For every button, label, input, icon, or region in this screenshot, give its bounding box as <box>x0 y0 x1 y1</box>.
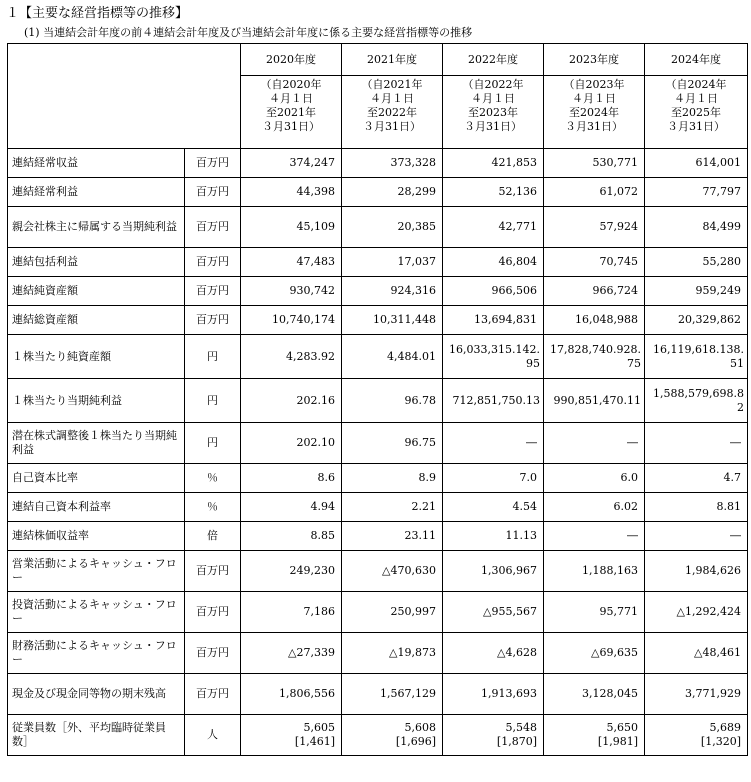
value-cell: △19,873 <box>342 633 443 674</box>
period-header <box>342 76 443 149</box>
value-cell: △69,635 <box>544 633 645 674</box>
table-row <box>8 423 748 464</box>
value-cell: 6.0 <box>544 464 645 493</box>
value-cell: 16,033,315.142.95 <box>443 335 544 379</box>
value-cell: 47,483 <box>241 248 342 277</box>
row-label: 営業活動によるキャッシュ・フロー <box>8 551 185 592</box>
value-cell: 61,072 <box>544 178 645 207</box>
value-cell: 3,771,929 <box>645 674 748 715</box>
value-cell: 13,694,831 <box>443 306 544 335</box>
value-cell: △1,292,424 <box>645 592 748 633</box>
value-cell: 5,608 [1,696] <box>342 715 443 756</box>
period-header <box>443 76 544 149</box>
value-cell: 4,283.92 <box>241 335 342 379</box>
period-line: （自2021年 <box>361 78 423 91</box>
value-cell: 374,247 <box>241 149 342 178</box>
table-row <box>8 277 748 306</box>
value-cell: ― <box>544 423 645 464</box>
table-row <box>8 551 748 592</box>
value-cell: 20,385 <box>342 207 443 248</box>
row-unit: ％ <box>185 493 241 522</box>
period-header <box>544 76 645 149</box>
row-unit: 円 <box>185 335 241 379</box>
period-line: 至2022年 <box>367 106 417 119</box>
table-row <box>8 493 748 522</box>
value-cell: 966,724 <box>544 277 645 306</box>
value-cell: 20,329,862 <box>645 306 748 335</box>
row-unit: 百万円 <box>185 592 241 633</box>
year-header: 2020年度 <box>241 44 342 76</box>
value-cell: 250,997 <box>342 592 443 633</box>
row-label: １株当たり純資産額 <box>8 335 185 379</box>
value-cell: 5,605 [1,461] <box>241 715 342 756</box>
value-cell: 17,828,740.928.75 <box>544 335 645 379</box>
table-row <box>8 522 748 551</box>
header-blank-cell <box>8 44 241 149</box>
table-row <box>8 633 748 674</box>
value-cell: 16,048,988 <box>544 306 645 335</box>
period-line: ４月１日 <box>572 92 616 105</box>
year-header-row <box>8 44 748 76</box>
value-cell: 202.16 <box>241 379 342 423</box>
value-cell: 11.13 <box>443 522 544 551</box>
row-unit: 百万円 <box>185 178 241 207</box>
row-label: 潜在株式調整後１株当たり当期純利益 <box>8 423 185 464</box>
value-cell: 1,188,163 <box>544 551 645 592</box>
value-cell: 3,128,045 <box>544 674 645 715</box>
value-cell: 55,280 <box>645 248 748 277</box>
value-cell: 421,853 <box>443 149 544 178</box>
value-cell: 57,924 <box>544 207 645 248</box>
value-cell: ― <box>645 423 748 464</box>
value-cell: 4.94 <box>241 493 342 522</box>
value-cell: 70,745 <box>544 248 645 277</box>
value-cell: 8.81 <box>645 493 748 522</box>
value-cell: 17,037 <box>342 248 443 277</box>
row-unit: 円 <box>185 423 241 464</box>
value-cell: 1,806,556 <box>241 674 342 715</box>
value-cell: 930,742 <box>241 277 342 306</box>
table-row <box>8 674 748 715</box>
value-cell: 1,984,626 <box>645 551 748 592</box>
period-line: ４月１日 <box>370 92 414 105</box>
value-cell: 4,484.01 <box>342 335 443 379</box>
value-cell: 712,851,750.13 <box>443 379 544 423</box>
row-label: 自己資本比率 <box>8 464 185 493</box>
value-cell: 95,771 <box>544 592 645 633</box>
row-label: 投資活動によるキャッシュ・フロー <box>8 592 185 633</box>
value-cell: 7,186 <box>241 592 342 633</box>
financial-indicators-table <box>7 43 748 756</box>
value-cell: 10,311,448 <box>342 306 443 335</box>
year-header: 2022年度 <box>443 44 544 76</box>
row-label: 連結経常収益 <box>8 149 185 178</box>
row-label: 連結経常利益 <box>8 178 185 207</box>
row-label: １株当たり当期純利益 <box>8 379 185 423</box>
row-label: 連結株価収益率 <box>8 522 185 551</box>
value-cell: 5,689 [1,320] <box>645 715 748 756</box>
row-unit: 円 <box>185 379 241 423</box>
row-label: 財務活動によるキャッシュ・フロー <box>8 633 185 674</box>
value-cell: ― <box>443 423 544 464</box>
value-cell: 16,119,618.138.51 <box>645 335 748 379</box>
value-cell: 4.54 <box>443 493 544 522</box>
row-unit: 百万円 <box>185 306 241 335</box>
period-line: ４月１日 <box>471 92 515 105</box>
row-unit: 百万円 <box>185 248 241 277</box>
value-cell: △955,567 <box>443 592 544 633</box>
value-cell: 52,136 <box>443 178 544 207</box>
value-cell: ― <box>544 522 645 551</box>
row-label: 連結自己資本利益率 <box>8 493 185 522</box>
table-row <box>8 335 748 379</box>
row-label: 連結純資産額 <box>8 277 185 306</box>
value-cell: 530,771 <box>544 149 645 178</box>
period-line: ３月31日） <box>565 120 623 133</box>
period-line: 至2025年 <box>671 106 721 119</box>
value-cell: 84,499 <box>645 207 748 248</box>
row-label: 親会社株主に帰属する当期純利益 <box>8 207 185 248</box>
period-line: 至2021年 <box>266 106 316 119</box>
value-cell: 202.10 <box>241 423 342 464</box>
period-line: （自2020年 <box>260 78 322 91</box>
row-unit: 倍 <box>185 522 241 551</box>
table-row <box>8 149 748 178</box>
row-unit: 人 <box>185 715 241 756</box>
value-cell: 1,306,967 <box>443 551 544 592</box>
row-unit: ％ <box>185 464 241 493</box>
table-row <box>8 207 748 248</box>
year-header: 2023年度 <box>544 44 645 76</box>
section-heading: １【主要な経営指標等の推移】 <box>6 6 189 21</box>
table-row <box>8 715 748 756</box>
period-line: 至2024年 <box>569 106 619 119</box>
value-cell: 5,548 [1,870] <box>443 715 544 756</box>
value-cell: 28,299 <box>342 178 443 207</box>
period-line: ４月１日 <box>674 92 718 105</box>
row-unit: 百万円 <box>185 149 241 178</box>
value-cell: 924,316 <box>342 277 443 306</box>
value-cell: 42,771 <box>443 207 544 248</box>
table-row <box>8 248 748 277</box>
value-cell: 1,913,693 <box>443 674 544 715</box>
period-line: ３月31日） <box>262 120 320 133</box>
value-cell: 45,109 <box>241 207 342 248</box>
value-cell: 4.7 <box>645 464 748 493</box>
row-label: 従業員数［外、平均臨時従業員数］ <box>8 715 185 756</box>
table-row <box>8 178 748 207</box>
period-header <box>645 76 748 149</box>
table-row <box>8 464 748 493</box>
period-line: （自2024年 <box>665 78 727 91</box>
table-row <box>8 379 748 423</box>
period-line: （自2022年 <box>462 78 524 91</box>
value-cell: 23.11 <box>342 522 443 551</box>
value-cell: 2.21 <box>342 493 443 522</box>
period-line: 至2023年 <box>468 106 518 119</box>
value-cell: 8.9 <box>342 464 443 493</box>
value-cell: 46,804 <box>443 248 544 277</box>
row-unit: 百万円 <box>185 207 241 248</box>
period-line: ３月31日） <box>464 120 522 133</box>
period-line: ３月31日） <box>667 120 725 133</box>
table-row <box>8 306 748 335</box>
value-cell: 8.85 <box>241 522 342 551</box>
period-line: （自2023年 <box>563 78 625 91</box>
value-cell: 77,797 <box>645 178 748 207</box>
value-cell: 10,740,174 <box>241 306 342 335</box>
value-cell: 6.02 <box>544 493 645 522</box>
value-cell: △4,628 <box>443 633 544 674</box>
row-unit: 百万円 <box>185 551 241 592</box>
value-cell: ― <box>645 522 748 551</box>
period-line: ３月31日） <box>363 120 421 133</box>
row-label: 連結包括利益 <box>8 248 185 277</box>
value-cell: 7.0 <box>443 464 544 493</box>
row-unit: 百万円 <box>185 674 241 715</box>
value-cell: 5,650 [1,981] <box>544 715 645 756</box>
year-header: 2021年度 <box>342 44 443 76</box>
period-line: ４月１日 <box>269 92 313 105</box>
value-cell: 96.75 <box>342 423 443 464</box>
value-cell: 249,230 <box>241 551 342 592</box>
row-unit: 百万円 <box>185 277 241 306</box>
value-cell: 96.78 <box>342 379 443 423</box>
value-cell: 1,588,579,698.82 <box>645 379 748 423</box>
section-subheading: (1) 当連結会計年度の前４連結会計年度及び当連結会計年度に係る主要な経営指標等の推移 <box>24 26 473 39</box>
row-label: 連結総資産額 <box>8 306 185 335</box>
row-unit: 百万円 <box>185 633 241 674</box>
value-cell: 966,506 <box>443 277 544 306</box>
row-label: 現金及び現金同等物の期末残高 <box>8 674 185 715</box>
value-cell: 44,398 <box>241 178 342 207</box>
value-cell: 1,567,129 <box>342 674 443 715</box>
year-header: 2024年度 <box>645 44 748 76</box>
value-cell: 614,001 <box>645 149 748 178</box>
value-cell: 373,328 <box>342 149 443 178</box>
value-cell: △48,461 <box>645 633 748 674</box>
value-cell: 8.6 <box>241 464 342 493</box>
value-cell: △470,630 <box>342 551 443 592</box>
table-row <box>8 592 748 633</box>
value-cell: △27,339 <box>241 633 342 674</box>
value-cell: 959,249 <box>645 277 748 306</box>
period-header <box>241 76 342 149</box>
value-cell: 990,851,470.11 <box>544 379 645 423</box>
